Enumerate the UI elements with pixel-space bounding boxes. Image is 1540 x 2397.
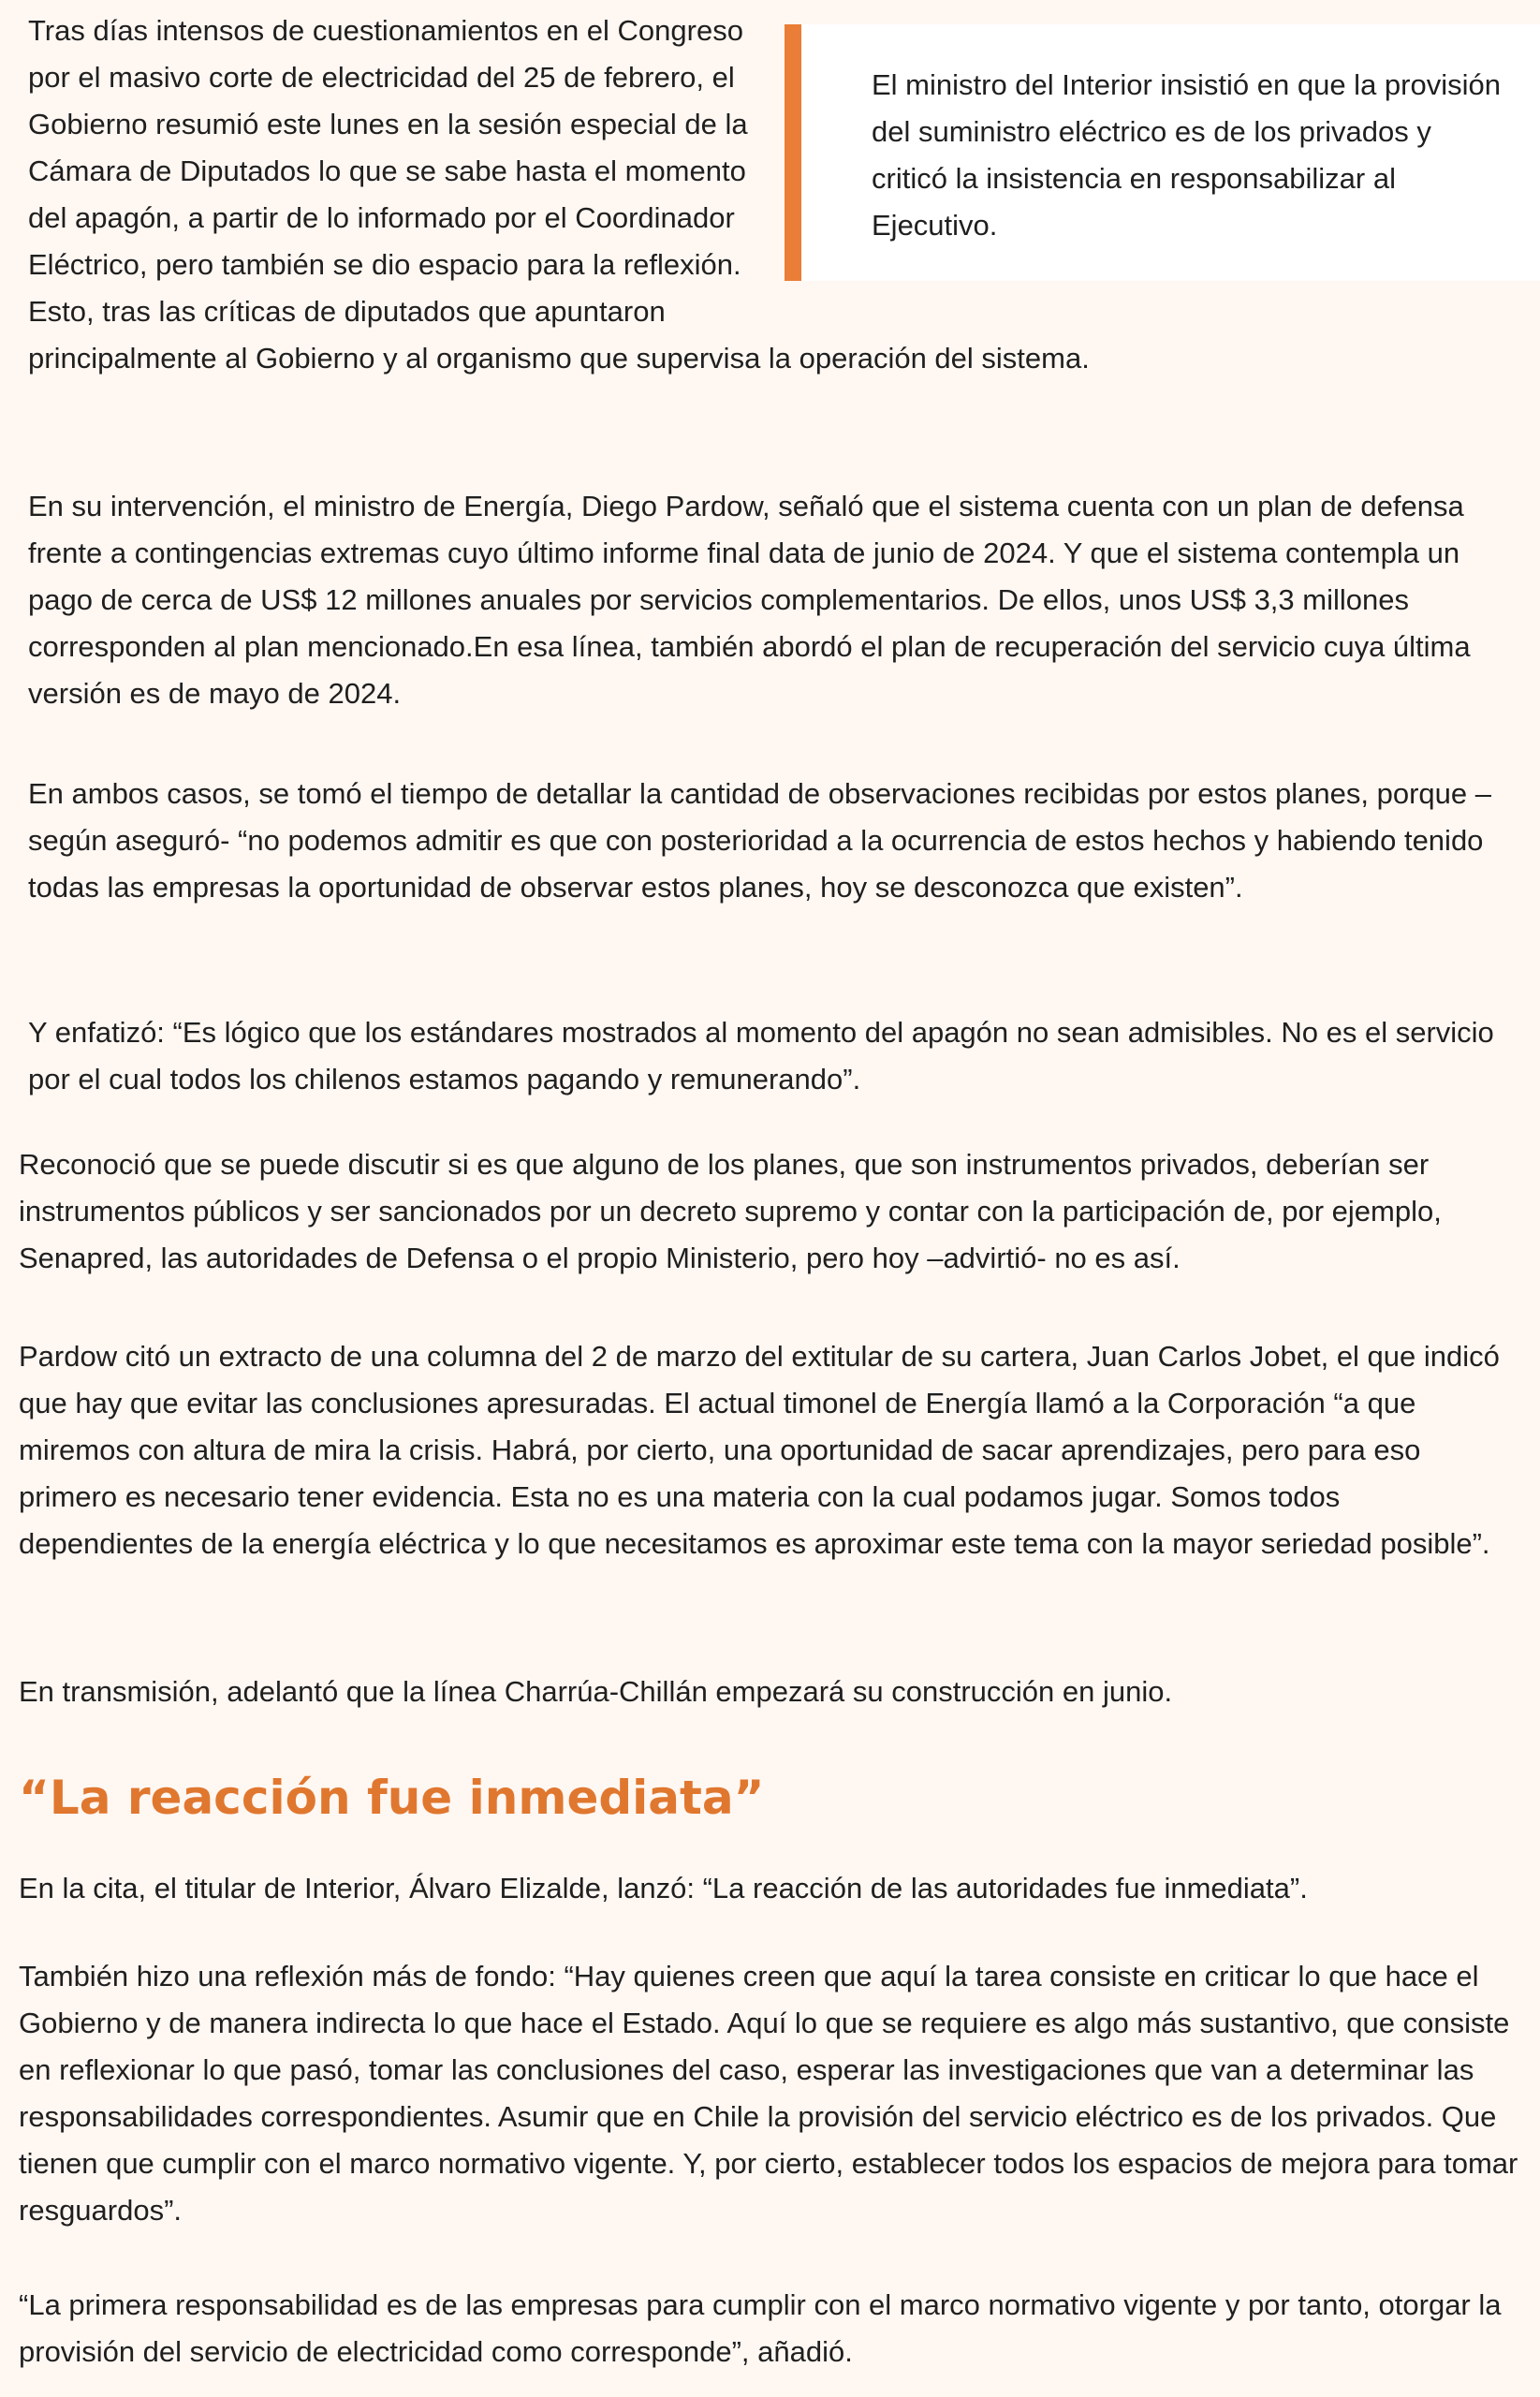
paragraph-emphasis: Y enfatizó: “Es lógico que los estándares mostrados al momento del apagón no sean admisibles. No es el servicio por el cual todos los chilenos estamos pagando y remunerando”. bbox=[28, 1016, 1494, 1096]
paragraph-jobet-column: Pardow citó un extracto de una columna del 2 de marzo del extitular de su cartera, Juan Carlos Jobet, el que indicó que hay que evitar las conclusiones apresuradas. El actual timonel de Energía llamó a la Corporación “a que miremos con altura de mira la crisis. Habrá, por cierto, una oportunidad de sacar aprendizajes, pero para eso primero es necesario tener evidencia. Esta no es una materia con la cual podamos jugar. Somos todos dependientes de la energía eléctrica y lo que necesitamos es aproximar este tema con la mayor seriedad posible”. bbox=[19, 1340, 1500, 1560]
paragraph-responsibility: “La primera responsabilidad es de las empresas para cumplir con el marco normativo vigente y por tanto, otorgar la provisión del servicio de electricidad como corresponde”, añadió. bbox=[19, 2288, 1502, 2368]
pullquote-accent-bar bbox=[785, 24, 801, 281]
paragraph-transmission: En transmisión, adelantó que la línea Charrúa-Chillán empezará su construcción en junio. bbox=[19, 1675, 1173, 1708]
paragraph-interior-minister: En la cita, el titular de Interior, Álvaro Elizalde, lanzó: “La reacción de las autoridades fue inmediata”. bbox=[19, 1872, 1308, 1904]
pullquote-text: El ministro del Interior insistió en que la provisión del suministro eléctrico es de los privados y criticó la insistencia en responsabilizar al Ejecutivo. bbox=[872, 68, 1501, 242]
paragraph-reflection: También hizo una reflexión más de fondo: “Hay quienes creen que aquí la tarea consiste en criticar lo que hace el Gobierno y de manera indirecta lo que hace el Estado. Aquí lo que se requiere es algo más sustantivo, que consiste en reflexionar lo que pasó, tomar las conclusiones del caso, esperar las investigaciones que van a determinar las responsabilidades correspondientes. Asumir que en Chile la provisión del servicio eléctrico es de los privados. Que tienen que cumplir con el marco normativo vigente. Y, por cierto, establecer todos los espacios de mejora para tomar resguardos”. bbox=[19, 1960, 1518, 2227]
section-subheading: “La reacción fue inmediata” bbox=[19, 1771, 765, 1825]
intro-text: Tras días intensos de cuestionamientos en el Congreso por el masivo corte de electricidad del 25 de febrero, el Gobierno resumió este lunes en la sesión especial de la Cámara de Diputados lo que se sabe hasta el momento del apagón, a partir de lo informado por el Coordinador Eléctrico, pero también se dio espacio para la reflexión. Esto, tras las críticas de diputados que apuntaron principalmente al Gobierno y al organismo que supervisa la operación del sistema. bbox=[28, 14, 1090, 375]
paragraph-observations: En ambos casos, se tomó el tiempo de detallar la cantidad de observaciones recibidas por estos planes, porque –según aseguró- “no podemos admitir es que con posterioridad a la ocurrencia de estos hechos y habiendo tenido todas las empresas la oportunidad de observar estos planes, hoy se desconozca que existen”. bbox=[28, 777, 1491, 904]
paragraph-private-plans: Reconoció que se puede discutir si es que alguno de los planes, que son instrumentos privados, deberían ser instrumentos públicos y ser sancionados por un decreto supremo y contar con la participación de, por ejemplo, Senapred, las autoridades de Defensa o el propio Ministerio, pero hoy –advirtió- no es así. bbox=[19, 1148, 1442, 1274]
pullquote-box bbox=[785, 24, 1540, 281]
paragraph-energy-minister: En su intervención, el ministro de Energía, Diego Pardow, señaló que el sistema cuenta con un plan de defensa frente a contingencias extremas cuyo último informe final data de junio de 2024. Y que el sistema contempla un pago de cerca de US$ 12 millones anuales por servicios complementarios. De ellos, unos US$ 3,3 millones corresponden al plan mencionado.En esa línea, también abordó el plan de recuperación del servicio cuya última versión es de mayo de 2024. bbox=[28, 490, 1471, 710]
